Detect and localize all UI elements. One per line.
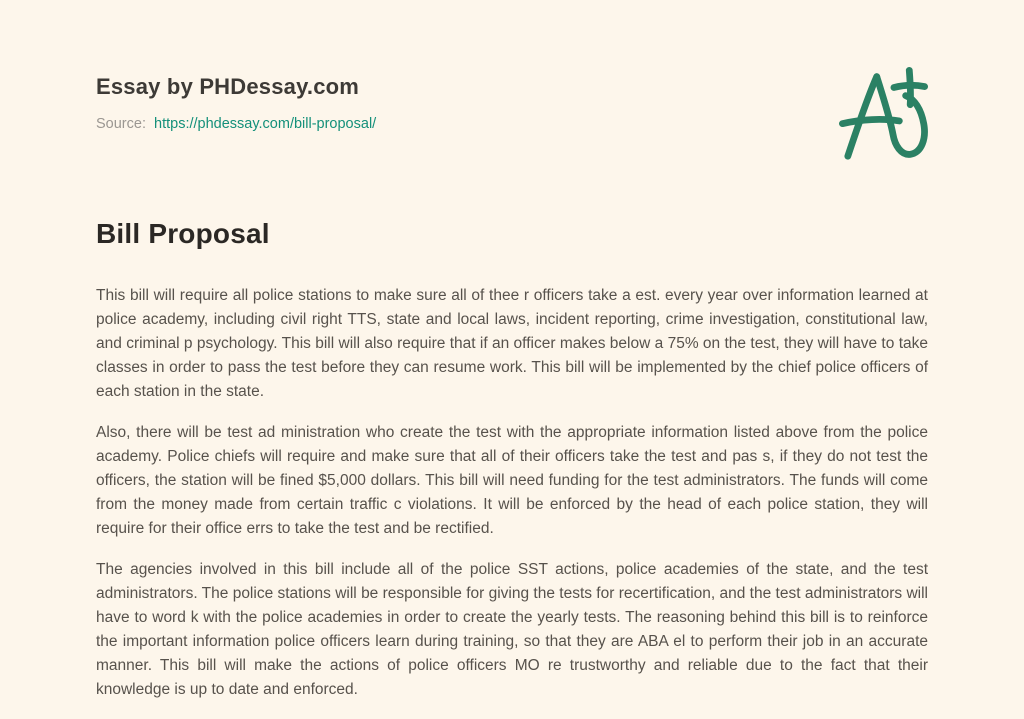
- source-url-link[interactable]: https://phdessay.com/bill-proposal/: [154, 116, 377, 132]
- essay-body: [96, 284, 928, 702]
- essay-paragraph-3: The agencies involved in this bill include all of the police SST actions, police academies of the state, and the test administrators. The police stations will be responsible for giving the tests for recertification, and the test administrators will have to word k with the police academies in order to create the yearly tests. The reasoning behind this bill is to reinforce the important information police officers learn during training, so that they are ABA el to perform their job in an accurate manner. This bill will make the actions of police officers MO re trustworthy and reliable due to the fact that their knowledge is up to date and enforced.: [96, 561, 928, 698]
- source-line: [96, 116, 928, 132]
- source-label: Source:: [96, 116, 146, 132]
- document-content: [96, 0, 928, 719]
- essay-paragraph-2: Also, there will be test ad ministration who create the test with the appropriate information listed above from the police academy. Police chiefs will require and make sure that all of their officers take the test and pas s, if they do not test the officers, the station will be fined $5,000 dollars. This bill will need funding for the test administrators. The funds will come from the money made from certain traffic c violations. It will be enforced by the head of each police station, they will require for their office errs to take the test and be rectified.: [96, 424, 928, 537]
- essay-paragraph-1: This bill will require all police stations to make sure all of thee r officers take a est. every year over information learned at police academy, including civil right TTS, state and local laws, incident reporting, crime investigation, constitutional law, and criminal p psychology. This bill will also require that if an officer makes below a 75% on the test, they will have to take classes in order to pass the test before they can resume work. This bill will be implemented by the chief police officers of each station in the state.: [96, 287, 928, 400]
- page-title: Essay by PHDessay.com: [96, 74, 360, 99]
- essay-title: Bill Proposal: [96, 218, 270, 249]
